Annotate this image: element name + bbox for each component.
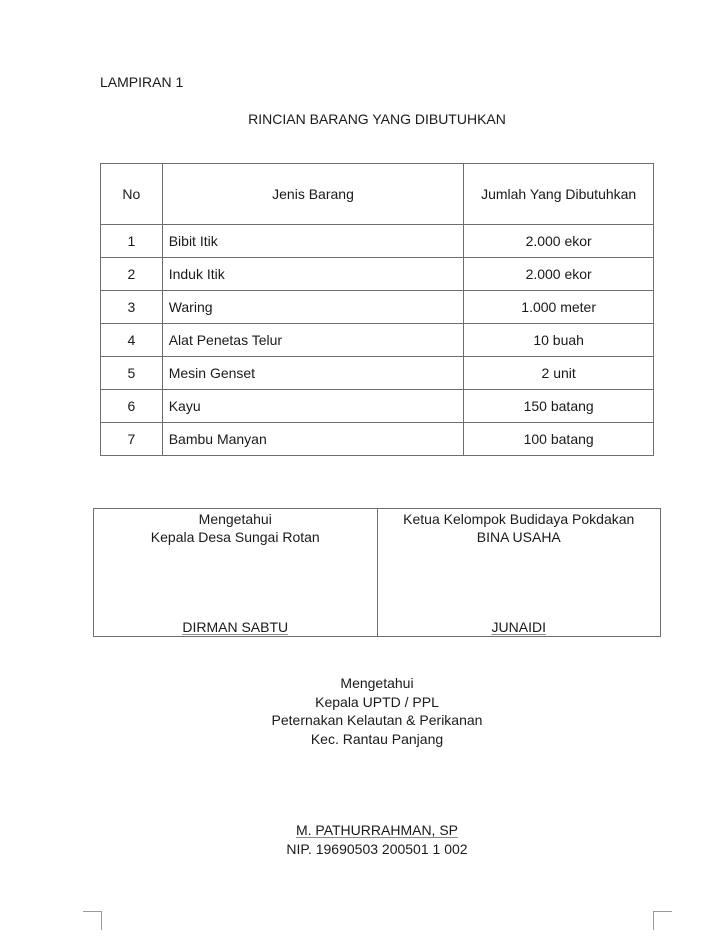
cell-jumlah: 2.000 ekor <box>464 258 654 291</box>
cell-jumlah: 2 unit <box>464 357 654 390</box>
approval-name: M. PATHURRAHMAN, SP <box>295 822 459 838</box>
header-jumlah: Jumlah Yang Dibutuhkan <box>464 164 654 225</box>
signature-left-name-wrap <box>94 618 377 636</box>
signature-left-line1: Mengetahui <box>198 511 272 527</box>
cell-no: 4 <box>101 324 163 357</box>
header-jenis-barang: Jenis Barang <box>162 164 464 225</box>
signature-cell-right <box>377 509 661 637</box>
table-header-row <box>101 164 654 225</box>
approval-signatory <box>0 821 720 858</box>
table-row <box>101 291 654 324</box>
signature-right-line1: Ketua Kelompok Budidaya Pokdakan <box>403 511 635 527</box>
signature-right-name: JUNAIDI <box>491 619 546 635</box>
cell-jenis: Induk Itik <box>162 258 464 291</box>
cell-jenis: Alat Penetas Telur <box>162 324 464 357</box>
cell-jumlah: 100 batang <box>464 423 654 456</box>
cell-jenis: Bibit Itik <box>162 225 464 258</box>
lampiran-label: LAMPIRAN 1 <box>100 74 184 90</box>
cell-jumlah: 2.000 ekor <box>464 225 654 258</box>
cell-no: 6 <box>101 390 163 423</box>
cell-no: 5 <box>101 357 163 390</box>
table-row <box>101 423 654 456</box>
approval-nip: NIP. 19690503 200501 1 002 <box>286 840 468 857</box>
approval-line3: Peternakan Kelautan & Perikanan <box>271 712 483 728</box>
signature-right-line2: BINA USAHA <box>476 529 561 545</box>
table-row <box>101 357 654 390</box>
cell-jumlah: 10 buah <box>464 324 654 357</box>
cell-jenis: Bambu Manyan <box>162 423 464 456</box>
signature-right-heading <box>378 509 661 546</box>
cell-no: 3 <box>101 291 163 324</box>
cell-jumlah: 150 batang <box>464 390 654 423</box>
signature-cell-left <box>94 509 378 637</box>
table-row <box>101 258 654 291</box>
signature-left-line2: Kepala Desa Sungai Rotan <box>150 529 320 545</box>
header-no: No <box>101 164 163 225</box>
cell-jenis: Kayu <box>162 390 464 423</box>
signature-right-name-wrap <box>378 618 661 636</box>
cell-jenis: Waring <box>162 291 464 324</box>
approval-block <box>0 674 720 748</box>
signature-left-heading <box>94 509 377 546</box>
page-margin-corner-left <box>83 911 102 930</box>
signature-table <box>93 508 661 637</box>
cell-no: 7 <box>101 423 163 456</box>
cell-no: 1 <box>101 225 163 258</box>
table-row <box>101 225 654 258</box>
table-row <box>101 390 654 423</box>
document-title: RINCIAN BARANG YANG DIBUTUHKAN <box>248 111 506 127</box>
cell-jenis: Mesin Genset <box>162 357 464 390</box>
approval-line1: Mengetahui <box>340 675 414 691</box>
page-margin-corner-right <box>653 911 672 930</box>
table-row <box>101 324 654 357</box>
cell-jumlah: 1.000 meter <box>464 291 654 324</box>
approval-line4: Kec. Rantau Panjang <box>310 730 444 747</box>
approval-line2: Kepala UPTD / PPL <box>315 693 439 710</box>
cell-no: 2 <box>101 258 163 291</box>
items-table <box>100 163 654 456</box>
signature-left-name: DIRMAN SABTU <box>182 619 289 635</box>
